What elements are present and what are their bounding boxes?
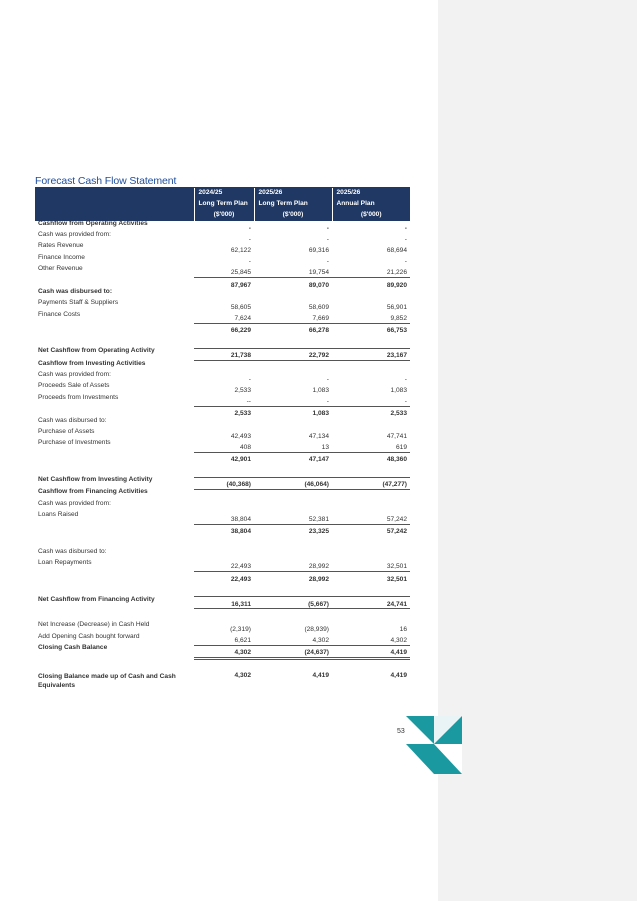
table-row: [35, 673, 410, 691]
cell: -: [332, 395, 410, 407]
row-label: Net Cashflow from Investing Activity: [38, 476, 153, 484]
cell: (40,368): [194, 477, 254, 489]
cell: 66,229: [230, 327, 251, 335]
col-year: 2025/26: [332, 188, 410, 199]
row-label: Net Increase (Decrease) in Cash Held: [38, 621, 150, 629]
cell: [194, 418, 254, 429]
row-label: Finance Income: [38, 253, 85, 261]
row-label: Closing Balance made up of Cash and Cash Equivalents: [38, 673, 176, 689]
row-label: Cashflow from Investing Activities: [38, 359, 146, 367]
cell: 22,792: [254, 348, 332, 360]
cell: -: [248, 224, 251, 232]
cell: (24,637): [254, 645, 332, 658]
row-label: Cashflow from Operating Activities: [38, 220, 148, 227]
cell: (46,064): [254, 477, 332, 489]
cell: 619: [332, 440, 410, 452]
cell: 56,901: [386, 303, 407, 311]
cell: [332, 489, 410, 501]
table-row: [35, 312, 410, 324]
row-label: Cash was provided from:: [38, 500, 111, 508]
cell: 57,242: [332, 512, 410, 524]
cell: 2,533: [234, 387, 251, 395]
cell: 16: [399, 626, 407, 634]
cell: 28,992: [254, 560, 332, 572]
row-label: Closing Cash Balance: [38, 644, 108, 652]
cell: -: [404, 258, 407, 266]
cell: 22,493: [194, 560, 254, 572]
cell: 6,621: [194, 634, 254, 646]
page-title: Forecast Cash Flow Statement: [35, 175, 177, 187]
cell: 7,624: [194, 312, 254, 324]
comment-sidebar: [438, 0, 637, 901]
cell: [194, 361, 254, 373]
row-label: Finance Costs: [38, 310, 81, 318]
row-label: Net Cashflow from Financing Activity: [38, 595, 155, 603]
cell: [254, 289, 332, 300]
cell: 4,419: [332, 645, 410, 658]
cell: 42,901: [230, 456, 251, 464]
cell: 24,741: [332, 597, 410, 609]
row-label: [35, 572, 194, 584]
cell: 9,852: [332, 312, 410, 324]
cell: 23,325: [308, 528, 329, 536]
table-row: [35, 300, 410, 311]
col-year: 2024/25: [194, 188, 254, 199]
cell: 21,226: [332, 266, 410, 278]
net-row: [35, 348, 410, 360]
header-blank: [35, 188, 194, 199]
cell: 2,533: [390, 410, 407, 418]
cell: 1,083: [390, 387, 407, 395]
cash-flow-table: [35, 188, 410, 691]
cell: (5,667): [254, 597, 332, 609]
net-row: [35, 597, 410, 609]
cell: 58,609: [308, 303, 329, 311]
cell: -: [326, 224, 329, 232]
row-label: Other Revenue: [38, 264, 83, 272]
cell: -: [248, 258, 251, 266]
col-plan: Annual Plan: [332, 199, 410, 210]
cell: [194, 289, 254, 300]
table-row: [35, 266, 410, 278]
cell: (2,319): [230, 626, 251, 634]
cell: 23,167: [332, 348, 410, 360]
header-blank: [35, 199, 194, 210]
row-label: Rates Revenue: [38, 242, 84, 250]
cell: 58,605: [230, 303, 251, 311]
cell: 38,804: [230, 528, 251, 536]
cell: --: [194, 395, 254, 407]
cell: 16,311: [194, 597, 254, 609]
col-plan: Long Term Plan: [194, 199, 254, 210]
row-label: Loans Raised: [38, 511, 79, 519]
table-row: [35, 560, 410, 572]
brand-logo-icon: [406, 716, 462, 774]
cell: 57,242: [386, 528, 407, 536]
cell: 4,302: [234, 672, 251, 679]
subtotal-row: [35, 323, 410, 335]
cell: [332, 418, 410, 429]
cell: 89,920: [386, 281, 407, 289]
cell: 1,083: [312, 387, 329, 395]
cell: 4,302: [332, 634, 410, 646]
cell: 21,738: [194, 348, 254, 360]
cell: 69,316: [308, 246, 329, 254]
cell: -: [248, 375, 251, 383]
table-row: [35, 232, 410, 243]
cell: 2,533: [234, 410, 251, 418]
cell: 66,753: [386, 327, 407, 335]
row-label: Cash was disbursed to:: [38, 288, 113, 296]
cell: 47,134: [308, 432, 329, 440]
row-label: [35, 323, 194, 335]
cell: -: [404, 224, 407, 232]
cell: -: [248, 235, 251, 243]
cell: 48,360: [386, 456, 407, 464]
cell: 4,302: [254, 634, 332, 646]
row-label: Add Opening Cash bought forward: [38, 632, 140, 640]
cell: -: [404, 375, 407, 383]
cell: -: [326, 235, 329, 243]
cell: 4,419: [312, 672, 329, 679]
page-number: 53: [397, 728, 405, 735]
row-label: [35, 452, 194, 464]
row-label: Purchase of Assets: [38, 428, 95, 436]
subtotal-row: [35, 524, 410, 536]
cell: 19,754: [254, 266, 332, 278]
table-row: [35, 512, 410, 524]
col-unit: ($'000): [194, 210, 254, 221]
cell: 32,501: [386, 575, 407, 583]
cell: -: [326, 258, 329, 266]
col-plan: Long Term Plan: [254, 199, 332, 210]
row-label: Purchase of Investments: [38, 439, 111, 447]
cell: 32,501: [332, 560, 410, 572]
table-row: [35, 622, 410, 633]
cell: 13: [254, 440, 332, 452]
cell: 66,278: [308, 327, 329, 335]
row-label: Cash was provided from:: [38, 371, 111, 379]
cell: [332, 361, 410, 373]
cell: 1,083: [312, 410, 329, 418]
cell: 89,070: [308, 281, 329, 289]
cell: 62,122: [230, 246, 251, 254]
cell: [332, 289, 410, 300]
cell: -: [404, 235, 407, 243]
cell: 4,302: [194, 645, 254, 658]
row-label: Cash was disbursed to:: [38, 547, 107, 555]
cell: 52,381: [254, 512, 332, 524]
cell: 47,147: [308, 456, 329, 464]
subtotal-row: [35, 452, 410, 464]
cell: [194, 501, 254, 512]
cell: 47,741: [386, 432, 407, 440]
cell: [254, 501, 332, 512]
cell: [254, 361, 332, 373]
table-row: [35, 440, 410, 452]
row-label: Cash was provided from:: [38, 231, 111, 239]
table-row: [35, 243, 410, 254]
row-label: Net Cashflow from Operating Activity: [38, 347, 155, 355]
cell: 22,493: [230, 575, 251, 583]
cell: (47,277): [332, 477, 410, 489]
cell: 38,804: [194, 512, 254, 524]
table-row: [35, 255, 410, 266]
col-unit: ($'000): [254, 210, 332, 221]
row-label: Cashflow from Financing Activities: [38, 488, 148, 496]
cell: [254, 418, 332, 429]
cell: -: [326, 375, 329, 383]
cell: 42,493: [230, 432, 251, 440]
cell: [332, 549, 410, 560]
cell: [194, 549, 254, 560]
cell: 68,694: [386, 246, 407, 254]
cell: [332, 501, 410, 512]
row-label: Loan Repayments: [38, 558, 92, 566]
cell: -: [254, 395, 332, 407]
cell: [254, 489, 332, 501]
row-label: Proceeds Sale of Assets: [38, 382, 110, 390]
cell: 25,845: [194, 266, 254, 278]
col-year: 2025/26: [254, 188, 332, 199]
row-label: [35, 524, 194, 536]
cell: 4,419: [390, 672, 407, 679]
row-label: Cash was disbursed to:: [38, 417, 107, 424]
row-label: Payments Staff & Suppliers: [38, 299, 119, 307]
subtotal-row: [35, 572, 410, 584]
cell: (28,939): [304, 626, 329, 634]
col-unit: ($'000): [332, 210, 410, 221]
cell: [194, 489, 254, 501]
table-row: [35, 501, 410, 512]
cell: 7,669: [254, 312, 332, 324]
table-row: [35, 395, 410, 407]
row-label: Proceeds from Investments: [38, 393, 119, 401]
cell: 408: [194, 440, 254, 452]
cell: 87,967: [230, 281, 251, 289]
closing-row: [35, 645, 410, 658]
cell: [254, 549, 332, 560]
cell: 28,992: [308, 575, 329, 583]
table-row: [35, 383, 410, 394]
